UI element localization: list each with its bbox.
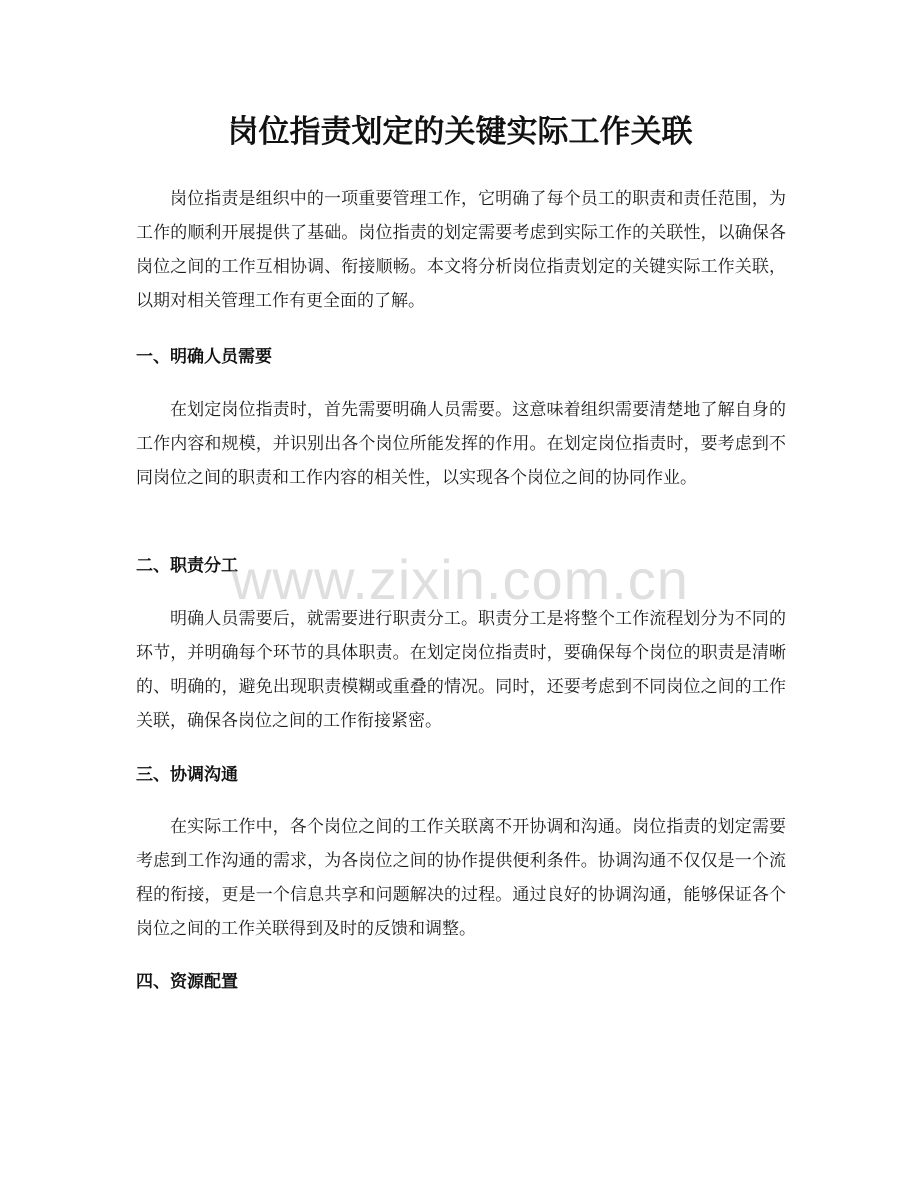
document-title: 岗位指责划定的关键实际工作关联 (227, 114, 693, 150)
intro-paragraph: 岗位指责是组织中的一项重要管理工作，它明确了每个员工的职责和责任范围，为工作的顺利开展提供了基础。岗位指责的划定需要考虑到实际工作的关联性，以确保各岗位之间的工作互相协调、衔接顺畅。本文将分析岗位指责划定的关键实际工作关联，以期对相关管理工作有更全面的了解。 (136, 189, 786, 311)
section-body-2: 明确人员需要后，就需要进行职责分工。职责分工是将整个工作流程划分为不同的环节，并明确每个环节的具体职责。在划定岗位指责时，要确保每个岗位的职责是清晰的、明确的，避免出现职责模糊或重叠的情况。同时，还要考虑到不同岗位之间的工作关联，确保各岗位之间的工作衔接紧密。 (136, 609, 786, 731)
section-heading-3: 三、协调沟通 (136, 765, 238, 785)
section-heading-1: 一、明确人员需要 (136, 347, 272, 367)
section-body-3: 在实际工作中，各个岗位之间的工作关联离不开协调和沟通。岗位指责的划定需要考虑到工作沟通的需求，为各岗位之间的协作提供便利条件。协调沟通不仅仅是一个流程的衔接，更是一个信息共享和问题解决的过程。通过良好的协调沟通，能够保证各个岗位之间的工作关联得到及时的反馈和调整。 (136, 817, 786, 939)
section-heading-4: 四、资源配置 (136, 972, 238, 992)
watermark-text: www.zixin.com.cn (231, 548, 689, 611)
section-body-1: 在划定岗位指责时，首先需要明确人员需要。这意味着组织需要清楚地了解自身的工作内容和规模，并识别出各个岗位所能发挥的作用。在划定岗位指责时，要考虑到不同岗位之间的职责和工作内容的相关性，以实现各个岗位之间的协同作业。 (136, 400, 786, 488)
section-heading-2: 二、职责分工 (136, 556, 238, 576)
